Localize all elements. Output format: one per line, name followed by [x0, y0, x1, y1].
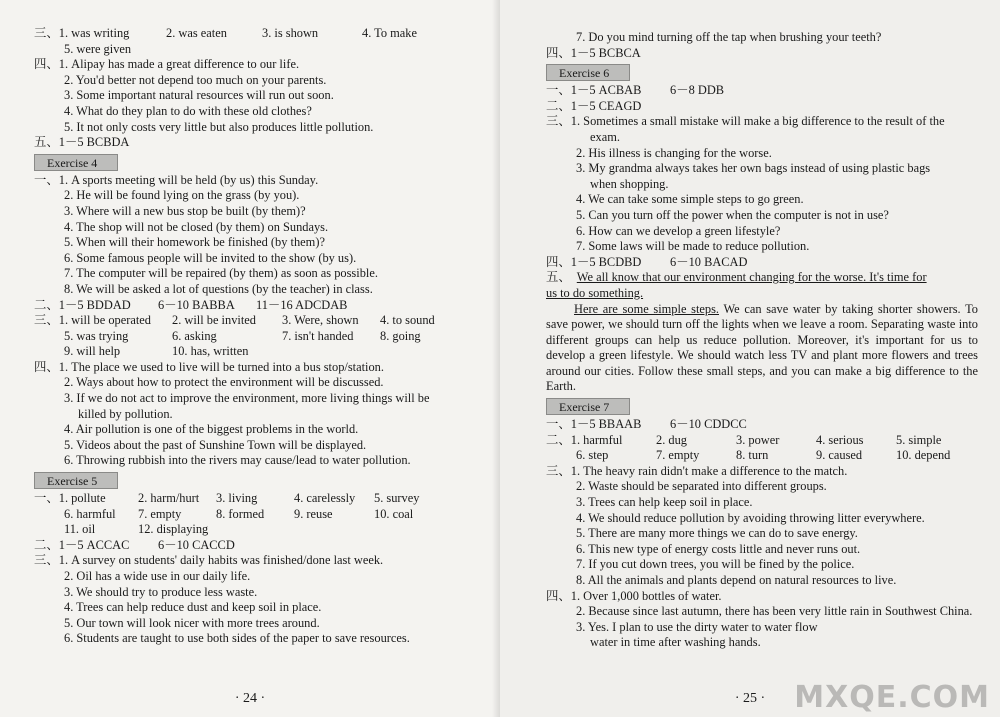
- answer-line: 8. We will be asked a lot of questions (by the teacher) in class.: [64, 281, 373, 296]
- answer-line: killed by pollution.: [78, 406, 173, 421]
- answer-line: 6. This new type of energy costs little and never runs out.: [576, 541, 861, 556]
- answer-line: 5. Our town will look nicer with more trees around.: [64, 615, 320, 630]
- answer-line: 6. step 7. empty 8. turn 9. caused 10. depend: [576, 448, 951, 463]
- answer-line: 4. Trees can help reduce dust and keep soil in place.: [64, 600, 322, 615]
- answer-line: 三、1. A survey on students' daily habits was finished/done last week.: [34, 553, 384, 568]
- answer-line: 3. Some important natural resources will run out soon.: [64, 88, 334, 103]
- answer-line: 一、1－5 BBAAB 6－10 CDDCC: [546, 417, 747, 432]
- answer-line: 四、1. The place we used to live will be turned into a bus stop/station.: [34, 359, 384, 374]
- answer-line: 2. Because since last autumn, there has been very little rain in Southwest China.: [576, 604, 973, 619]
- answer-line: 一、1. A sports meeting will be held (by us) this Sunday.: [34, 172, 319, 187]
- page-number: · 25 ·: [734, 691, 766, 706]
- answer-line: 2. His illness is changing for the worse.: [576, 145, 772, 160]
- answer-line: 11. oil 12. displaying: [64, 522, 209, 537]
- answer-line: 7. Some laws will be made to reduce pollution.: [576, 239, 810, 254]
- exercise-heading: [546, 395, 978, 417]
- answer-line: 4. Air pollution is one of the biggest problems in the world.: [64, 422, 359, 437]
- answer-line: 3. Yes. I plan to use the dirty water to water flow: [576, 619, 818, 634]
- exercise-heading: [546, 61, 978, 83]
- answer-line: 2. Waste should be separated into different groups.: [576, 479, 827, 494]
- answer-line: 9. will help 10. has, written: [64, 344, 249, 359]
- answer-line: 二、1－5 BDDAD 6－10 BABBA 11－16 ADCDAB: [34, 297, 348, 312]
- answer-line: 5. Videos about the past of Sunshine Town will be displayed.: [64, 437, 367, 452]
- answer-line: 6. How can we develop a green lifestyle?: [576, 223, 781, 238]
- answer-line: 4. We can take some simple steps to go green.: [576, 192, 804, 207]
- answer-line: 二、1－5 ACCAC 6－10 CACCD: [34, 537, 235, 552]
- right-page: [500, 0, 1000, 717]
- answer-line: 6. Students are taught to use both sides of the paper to save resources.: [64, 631, 410, 646]
- answer-line: 3. We should try to produce less waste.: [64, 584, 258, 599]
- exercise-6-label: Exercise 6: [546, 64, 630, 81]
- answer-line: 5. were given: [64, 41, 132, 56]
- answer-line: 二、1. harmful 2. dug 3. power 4. serious 5. simple: [546, 432, 942, 447]
- answer-line: 3. If we do not act to improve the environment, more living things will be: [64, 391, 430, 406]
- answer-line: 5. Can you turn off the power when the computer is not in use?: [576, 207, 889, 222]
- answer-line: 三、1. The heavy rain didn't make a difference to the match.: [546, 463, 848, 478]
- answer-line: 四、1. Alipay has made a great difference to our life.: [34, 57, 300, 72]
- answer-line: 2. Ways about how to protect the environment will be discussed.: [64, 375, 384, 390]
- exercise-heading: [34, 469, 482, 491]
- answer-line: water in time after washing hands.: [590, 635, 761, 650]
- answer-line: exam.: [590, 129, 620, 144]
- answer-line: 一、1－5 ACBAB 6－8 DDB: [546, 83, 725, 98]
- answer-line: 6. Throwing rubbish into the rivers may cause/lead to water pollution.: [64, 453, 411, 468]
- answer-line: 五、1－5 BCBDA: [34, 135, 130, 150]
- answer-line: 三、1. was writing 2. was eaten 3. is shown 4. To make: [34, 26, 417, 40]
- answer-line: 6. Some famous people will be invited to the show (by us).: [64, 250, 357, 265]
- answer-line: 四、1. Over 1,000 bottles of water.: [546, 588, 722, 603]
- answer-line: 3. Where will a new bus stop be built (by them)?: [64, 203, 306, 218]
- answer-line: 3. Trees can help keep soil in place.: [576, 495, 753, 510]
- exercise-4-label: Exercise 4: [34, 154, 118, 171]
- answer-line: 5. It not only costs very little but also produces little pollution.: [64, 119, 374, 134]
- answer-line: 四、1－5 BCBCA: [546, 45, 641, 60]
- answer-line: 7. If you cut down trees, you will be fined by the police.: [576, 557, 855, 572]
- answer-line: 7. The computer will be repaired (by them) as soon as possible.: [64, 266, 378, 281]
- answer-line: 5. There are many more things we can do to save energy.: [576, 526, 858, 541]
- answer-line: us to do something.: [546, 285, 644, 300]
- answer-line: 2. Oil has a wide use in our daily life.: [64, 569, 251, 583]
- answer-line: 3. My grandma always takes her own bags instead of using plastic bags: [576, 161, 931, 176]
- exercise-5-label: Exercise 5: [34, 472, 118, 489]
- answer-line: 7. Do you mind turning off the tap when brushing your teeth?: [576, 30, 882, 44]
- answer-line: 8. All the animals and plants depend on natural resources to live.: [576, 573, 897, 587]
- exercise-7-label: Exercise 7: [546, 398, 630, 415]
- answer-line: when shopping.: [590, 176, 669, 191]
- answer-line: 6. harmful 7. empty 8. formed 9. reuse 10. coal: [64, 506, 414, 521]
- exercise-heading: [34, 151, 482, 173]
- answer-line: 一、1. pollute 2. harm/hurt 3. living 4. carelessly 5. survey: [34, 491, 420, 506]
- answer-line: 三、1. Sometimes a small mistake will make a big difference to the result of the: [546, 114, 945, 129]
- answer-line: 二、1－5 CEAGD: [546, 98, 642, 113]
- answer-line: 5. was trying 6. asking 7. isn't handed 8. going: [64, 328, 421, 343]
- answer-line: 4. We should reduce pollution by avoiding throwing litter everywhere.: [576, 510, 925, 525]
- answer-line: 2. You'd better not depend too much on your parents.: [64, 72, 327, 87]
- answer-line: 五、 We all know that our environment changing for the worse. It's time for: [546, 270, 927, 285]
- answer-line: 2. He will be found lying on the grass (by you).: [64, 188, 300, 203]
- answer-line: 5. When will their homework be finished (by them)?: [64, 235, 325, 250]
- answer-line: 4. What do they plan to do with these old clothes?: [64, 103, 312, 118]
- watermark-logo: MXQE.COM: [794, 680, 990, 715]
- answer-line: 4. The shop will not be closed (by them) on Sundays.: [64, 219, 329, 234]
- answer-line: 三、1. will be operated 2. will be invited 3. Were, shown 4. to sound: [34, 313, 435, 328]
- answer-line: 四、1－5 BCDBD 6－10 BACAD: [546, 254, 748, 269]
- page-number: · 24 ·: [234, 691, 266, 706]
- essay-paragraph: Here are some simple steps. We can save water by taking shorter showers. To save power, we should turn off the lights when we leave a room. Separating waste into different groups can help us reduce pollution. Moreover, it's important for us to develop a green lifestyle. We should watch less TV and plant more flowers and trees around our cities. Follow these small steps, and you can make a big difference to the Earth.: [546, 301, 978, 394]
